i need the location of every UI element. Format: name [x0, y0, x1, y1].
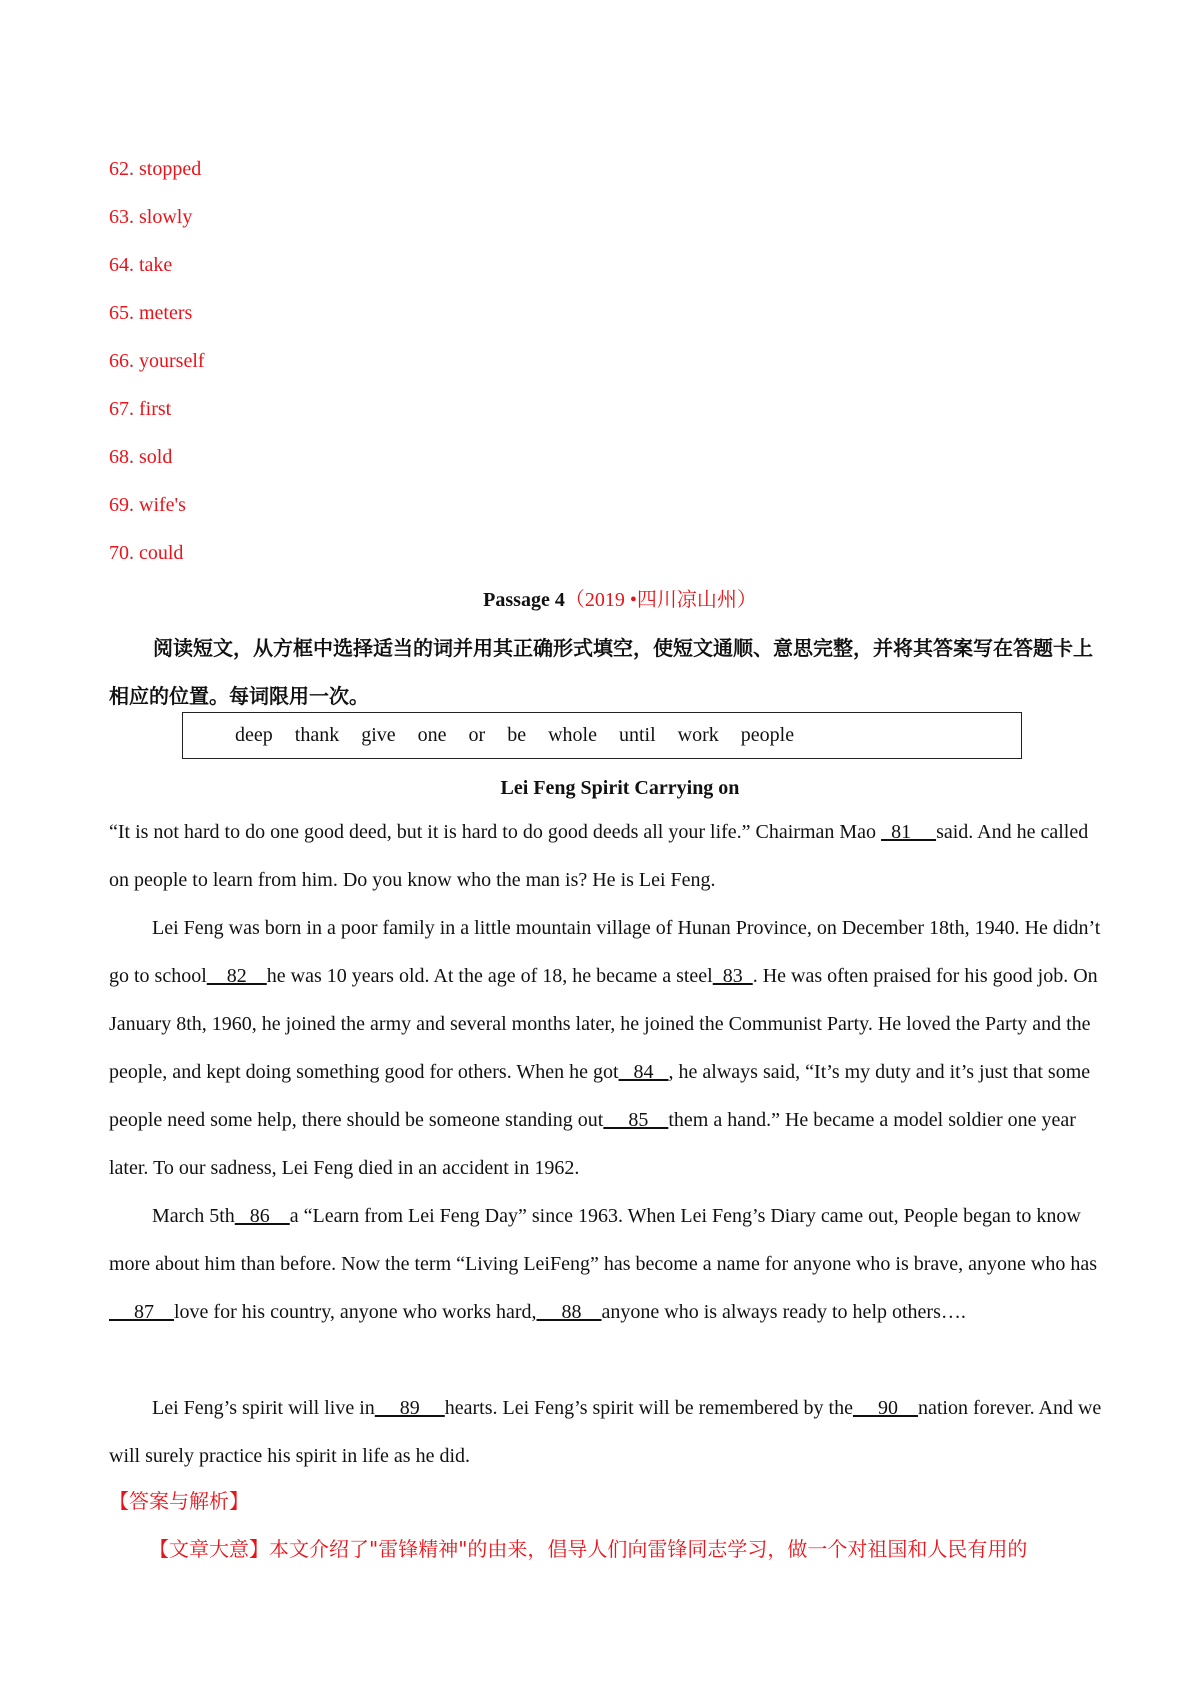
blank-82: 82	[206, 965, 267, 987]
article-title: Lei Feng Spirit Carrying on	[500, 777, 740, 799]
answer-line: 63. slowly	[109, 206, 193, 228]
word-option: one	[417, 724, 447, 746]
blank-81: 81	[881, 821, 937, 843]
blank-85: 85	[603, 1109, 669, 1131]
blank-83: 83	[712, 965, 753, 987]
instructions: 阅读短文，从方框中选择适当的词并用其正确形式填空，使短文通顺、意思完整，并将其答案写在答题卡上相应的位置。每词限用一次。	[109, 636, 1093, 708]
blank-90: 90	[853, 1397, 918, 1419]
blank-87: 87	[109, 1301, 174, 1323]
blank-84: 84	[618, 1061, 669, 1083]
passage-number: Passage 4	[483, 589, 565, 611]
answer-line: 66. yourself	[109, 350, 205, 372]
word-option: give	[361, 724, 396, 746]
passage-source: （2019 •四川凉山州）	[564, 589, 757, 611]
word-option: work	[677, 724, 719, 746]
word-option: people	[740, 724, 795, 746]
answer-line: 70. could	[109, 542, 184, 564]
paragraph-2: Lei Feng was born in a poor family in a little mountain village of Hunan Province, on December 18th, 1940. He didn’t go to school 82 he was 10 years old. At the age of 18, he became a steel 83 . He was often praised for his good job. On January 8th, 1960, he joined the army and several months later, he joined the Communist Party. He loved the Party and the people, and kept doing something good for others. When he got 84 , he always said, “It’s my duty and it’s just that some people need some help, there should be someone standing out 85 them a hand.” He became a model soldier one year later. To our sadness, Lei Feng died in an accident in 1962.	[109, 917, 1101, 1179]
word-option: whole	[548, 724, 597, 746]
answer-line: 67. first	[109, 398, 172, 420]
word-option: deep	[235, 724, 273, 746]
blank-89: 89	[374, 1397, 445, 1419]
word-option: be	[507, 724, 527, 746]
word-option: thank	[294, 724, 340, 746]
answer-line: 69. wife's	[109, 494, 186, 516]
paragraph-3: March 5th 86 a “Learn from Lei Feng Day” since 1963. When Lei Feng’s Diary came out, People began to know more about him than before. Now the term “Living LeiFeng” has become a name for anyone who is brave, anyone who has 87 love for his country, anyone who works hard, 88 anyone who is always ready to help others….	[109, 1205, 1098, 1323]
answer-line: 64. take	[109, 254, 173, 276]
answer-line: 68. sold	[109, 446, 173, 468]
paragraph-4: Lei Feng’s spirit will live in 89 hearts. Lei Feng’s spirit will be remembered by the 90 nation forever. And we will surely practice his spirit in life as he did.	[109, 1397, 1102, 1467]
word-option: or	[468, 724, 486, 746]
word-option: until	[618, 724, 656, 746]
blank-88: 88	[536, 1301, 602, 1323]
answer-line: 65. meters	[109, 302, 193, 324]
summary-text: 【文章大意】本文介绍了"雷锋精神"的由来，倡导人们向雷锋同志学习，做一个对祖国和人民有用的	[149, 1537, 1028, 1561]
blank-86: 86	[234, 1205, 290, 1227]
passage-heading	[0, 587, 1200, 613]
paragraph-1: “It is not hard to do one good deed, but it is hard to do good deeds all your life.” Chairman Mao 81 said. And he called on people to learn from him. Do you know who the man is? He is Lei Feng.	[109, 821, 1089, 891]
answer-line: 62. stopped	[109, 158, 202, 180]
word-box	[182, 712, 1022, 759]
answer-heading: 【答案与解析】	[109, 1489, 249, 1513]
